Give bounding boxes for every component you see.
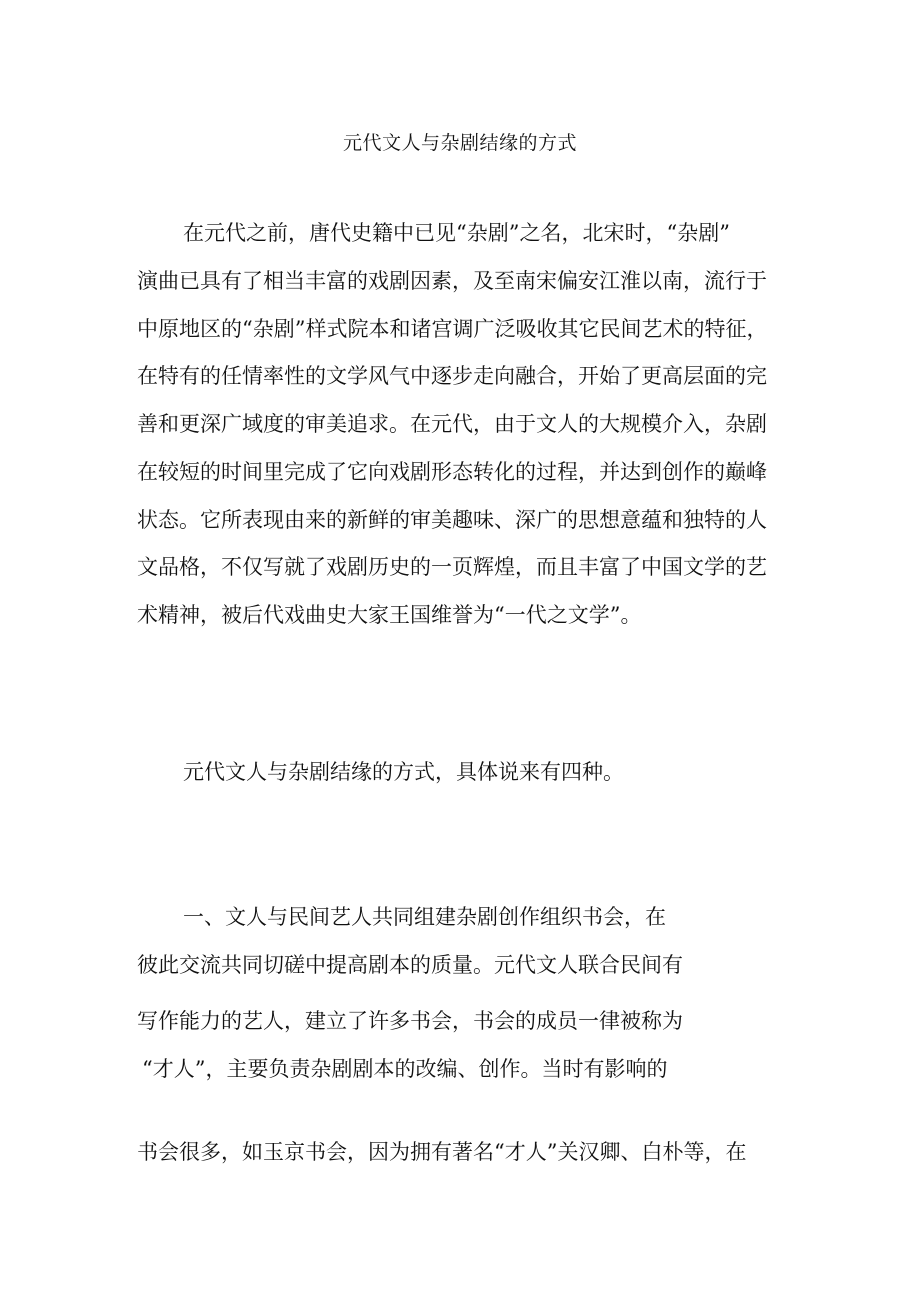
paragraph-1-line-3: 中原地区的“杂剧”样式院本和诸宫调广泛吸收其它民间艺术的特征， (137, 317, 768, 341)
paragraph-1-line-1: 在元代之前，唐代史籍中已见“杂剧”之名，北宋时，“杂剧” (183, 221, 730, 245)
paragraph-1-line-2: 演曲已具有了相当丰富的戏剧因素，及至南宋偏安江淮以南，流行于 (137, 269, 767, 293)
paragraph-1-line-8: 文品格，不仅写就了戏剧历史的一页辉煌，而且丰富了中国文学的艺 (137, 555, 767, 579)
paragraph-3-line-2: 彼此交流共同切磋中提高剧本的质量。元代文人联合民间有 (137, 953, 683, 977)
paragraph-3-line-3: 写作能力的艺人，建立了许多书会，书会的成员一律被称为 (137, 1009, 683, 1033)
paragraph-1-line-5: 善和更深广域度的审美追求。在元代，由于文人的大规模介入，杂剧 (137, 412, 767, 436)
paragraph-2: 元代文人与杂剧结缘的方式，具体说来有四种。 (183, 760, 624, 784)
paragraph-3-line-4: “才人”，主要负责杂剧剧本的改编、创作。当时有影响的 (142, 1057, 668, 1081)
paragraph-1-line-6: 在较短的时间里完成了它向戏剧形态转化的过程，并达到创作的巅峰 (137, 460, 767, 484)
paragraph-1-line-9: 术精神，被后代戏曲史大家王国维誉为“一代之文学”。 (137, 603, 642, 627)
document-title: 元代文人与杂剧结缘的方式 (342, 132, 577, 154)
paragraph-3-line-1: 一、文人与民间艺人共同组建杂剧创作组织书会，在 (183, 905, 666, 929)
paragraph-1-line-7: 状态。它所表现由来的新鲜的审美趣味、深广的思想意蕴和独特的人 (137, 508, 767, 532)
paragraph-3-line-5: 书会很多，如玉京书会，因为拥有著名“才人”关汉卿、白朴等，在 (137, 1140, 747, 1164)
paragraph-1-line-4: 在特有的任情率性的文学风气中逐步走向融合，开始了更高层面的完 (137, 364, 767, 388)
